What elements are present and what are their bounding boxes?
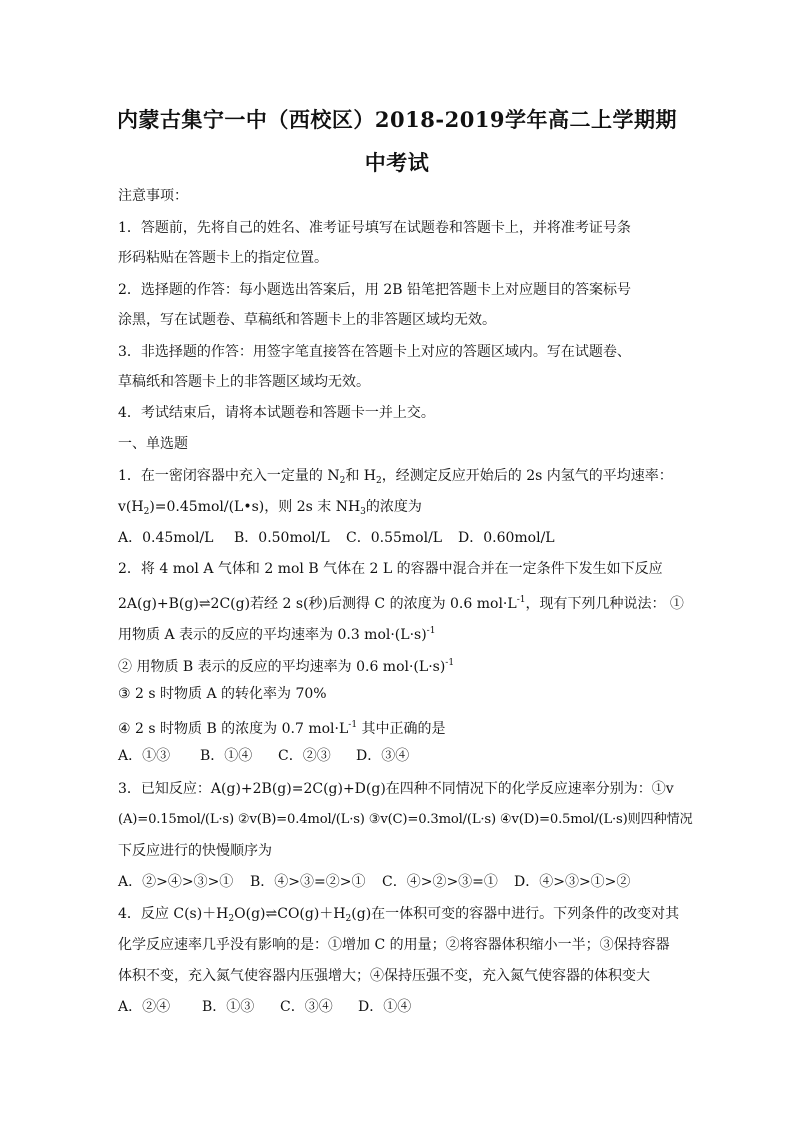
notice-item-1a: 1．答题前，先将自己的姓名、准考证号填写在试题卷和答题卡上，并将准考证号条 bbox=[118, 220, 631, 236]
notice-item-1b: 形码粘贴在答题卡上的指定位置。 bbox=[118, 250, 328, 266]
q4-option-d[interactable]: D．①④ bbox=[358, 999, 412, 1015]
q2-stem-line2: 2A(g)+B(g)⇌2C(g)若经 2 s(秒)后测得 C 的浓度为 0.6 $mol\cdot L^{-1}$，现有下列几种说法： ① bbox=[118, 595, 684, 612]
notice-heading: 注意事项： bbox=[118, 188, 188, 204]
q2-option-d[interactable]: D．③④ bbox=[356, 748, 410, 764]
q2-option-a[interactable]: A．①③ bbox=[118, 748, 171, 764]
q3-stem-line3: 下反应进行的快慢顺序为 bbox=[118, 843, 272, 859]
q3-stem-line2: (A)=0.15mol/(L·s) ②v(B)=0.4mol/(L·s) ③v(C)=0.3mol/(L·s) ④v(D)=0.5mol/(L·s)则四种情况 bbox=[118, 812, 693, 827]
q2-statement-4: ④ 2 s 时物质 B 的浓度为 0.7 $mol\cdot L^{-1}$ 其中正确的是 bbox=[118, 720, 446, 737]
page-title-line2: 中考试 bbox=[364, 150, 430, 175]
q2-statement-1: 用物质 A 表示的反应的平均速率为 0.3 $mol\cdot(L\cdot s)^{-1}$ bbox=[118, 626, 436, 643]
q1-option-d[interactable]: D．0.60mol/L bbox=[458, 530, 555, 546]
equilibrium-arrow-icon: ⇌ bbox=[198, 596, 211, 612]
q2-option-b[interactable]: B．①④ bbox=[200, 748, 253, 764]
q3-option-c[interactable]: C．④>②>③=① bbox=[382, 874, 498, 890]
q4-stem-line3: 体积不变，充入氮气使容器内压强增大；④保持压强不变，充入氮气使容器的体积变大 bbox=[118, 968, 650, 984]
q1-stem-line2: $v(H_2)=0.45mol/(L•s)$，则 2s 末 $NH_3$的浓度为 bbox=[118, 499, 422, 517]
q3-option-b[interactable]: B．④>③=②>① bbox=[250, 874, 366, 890]
q2-statement-2: ② 用物质 B 表示的反应的平均速率为 0.6 $mol\cdot(L\cdot s)^{-1}$ bbox=[118, 658, 455, 675]
q3-option-a[interactable]: A．②>④>③>① bbox=[118, 874, 234, 890]
notice-item-2a: 2．选择题的作答：每小题选出答案后，用 2B 铅笔把答题卡上对应题目的答案标号 bbox=[118, 282, 632, 298]
q4-option-c[interactable]: C．③④ bbox=[280, 999, 333, 1015]
q4-stem-line2: 化学反应速率几乎没有影响的是：①增加 C 的用量；②将容器体积缩小一半；③保持容器 bbox=[118, 937, 670, 953]
notice-item-2b: 涂黑，写在试题卷、草稿纸和答题卡上的非答题区域均无效。 bbox=[118, 312, 496, 328]
q2-option-c[interactable]: C．②③ bbox=[278, 748, 331, 764]
q3-options bbox=[118, 872, 678, 892]
q4-option-a[interactable]: A．②④ bbox=[118, 999, 171, 1015]
q3-stem-line1: 3．已知反应：A(g)+2B(g)=2C(g)+D(g)在四种不同情况下的化学反应速率分别为：①v bbox=[118, 781, 674, 797]
q1-option-a[interactable]: A．0.45mol/L bbox=[118, 530, 214, 546]
q4-options bbox=[118, 997, 678, 1017]
q1-stem-line1: 1．在一密闭容器中充入一定量的 $N_2$和 $H_2$，经测定反应开始后的 2s 内氢气的平均速率： bbox=[118, 468, 673, 486]
section-heading: 一、单选题 bbox=[118, 436, 188, 452]
q2-stem-line1: 2．将 4 mol A 气体和 2 mol B 气体在 2 L 的容器中混合并在一定条件下发生如下反应 bbox=[118, 561, 663, 577]
q4-option-b[interactable]: B．①③ bbox=[202, 999, 255, 1015]
q2-options bbox=[118, 746, 678, 766]
notice-item-3a: 3．非选择题的作答：用签字笔直接答在答题卡上对应的答题区域内。写在试题卷、 bbox=[118, 344, 631, 360]
equilibrium-arrow-icon: ⇌ bbox=[265, 906, 278, 922]
q2-statement-3: ③ 2 s 时物质 A 的转化率为 70% bbox=[118, 686, 327, 702]
q3-option-d[interactable]: D．④>③>①>② bbox=[514, 874, 631, 890]
q1-option-c[interactable]: C．0.55mol/L bbox=[346, 530, 443, 546]
notice-item-3b: 草稿纸和答题卡上的非答题区域均无效。 bbox=[118, 374, 370, 390]
q1-options bbox=[118, 528, 678, 548]
q4-stem-line1: 4．反应 $C(s)+H_2O(g)\rightleftharpoons CO(g)+H_2(g)$在一体积可变的容器中进行。下列条件的改变对其 bbox=[118, 906, 680, 924]
page-title-line1: 内蒙古集宁一中（西校区）2018-2019学年高二上学期期 bbox=[116, 107, 678, 132]
notice-item-4: 4．考试结束后，请将本试题卷和答题卡一并上交。 bbox=[118, 405, 435, 421]
q1-option-b[interactable]: B．0.50mol/L bbox=[234, 530, 330, 546]
